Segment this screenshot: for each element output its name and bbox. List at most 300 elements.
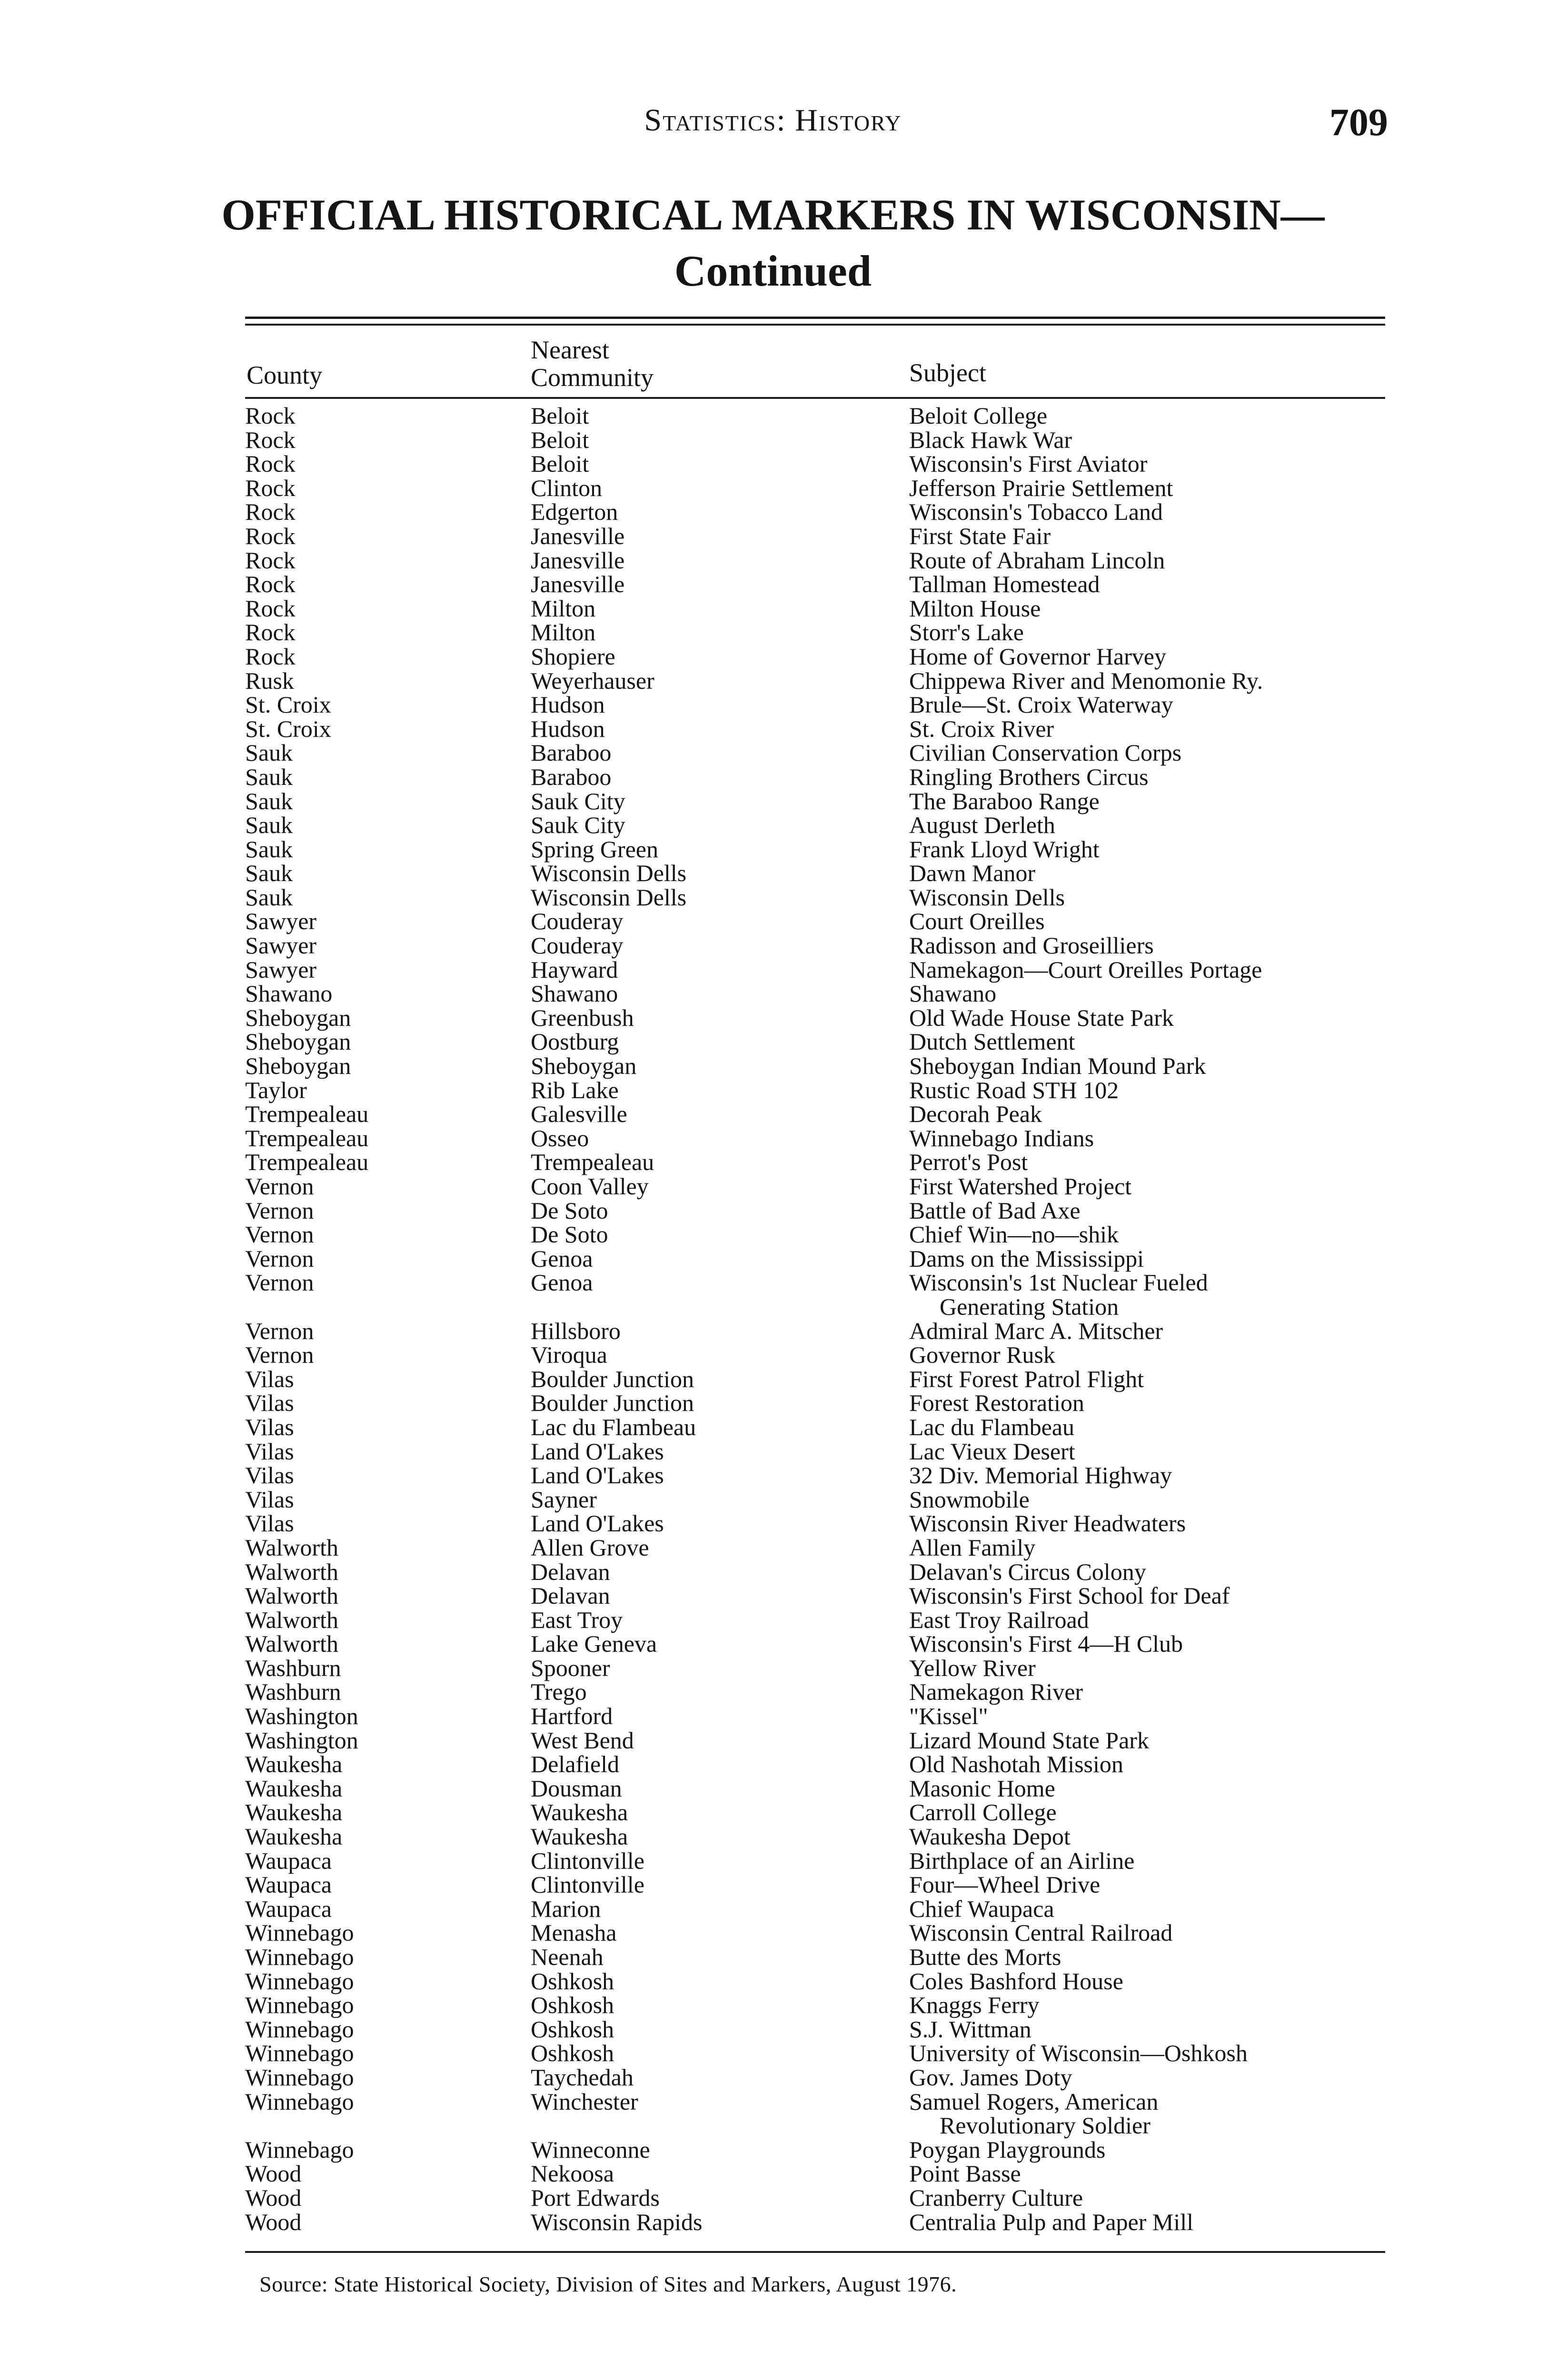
- county-cell: Winnebago: [245, 1992, 354, 2019]
- table-row: [245, 2210, 1385, 2234]
- county-cell: Rock: [245, 498, 296, 526]
- county-cell: Trempealeau: [245, 1101, 369, 1128]
- county-cell: Winnebago: [245, 1967, 354, 1994]
- county-cell: Washington: [245, 1726, 358, 1754]
- county-cell: Vilas: [245, 1438, 294, 1465]
- subject-cell: Lac Vieux Desert: [909, 1438, 1075, 1465]
- county-cell: Trempealeau: [245, 1149, 369, 1176]
- community-cell: Genoa: [531, 1245, 593, 1272]
- community-cell: Couderay: [531, 908, 624, 935]
- county-cell: Vilas: [245, 1486, 294, 1513]
- table-row: [245, 476, 1385, 500]
- table-row: [245, 1247, 1385, 1271]
- subject-cell: Chief Waupaca: [909, 1895, 1054, 1922]
- community-cell: Clinton: [531, 474, 603, 501]
- county-cell: Walworth: [245, 1606, 338, 1633]
- community-cell: East Troy: [531, 1606, 623, 1633]
- table-row: [245, 1102, 1385, 1126]
- county-cell: Waukesha: [245, 1751, 343, 1778]
- county-cell: Sawyer: [245, 956, 317, 983]
- community-cell: Waukesha: [531, 1799, 628, 1826]
- table-row: [245, 982, 1385, 1006]
- table-row: [245, 1150, 1385, 1174]
- table-row: [245, 933, 1385, 958]
- table-row: [245, 452, 1385, 476]
- subject-cell: Decorah Peak: [909, 1101, 1042, 1128]
- table-row: [245, 669, 1385, 693]
- community-cell: Couderay: [531, 932, 624, 959]
- community-cell: Oshkosh: [531, 1967, 614, 1994]
- table-row: [245, 2065, 1385, 2090]
- community-cell: Shopiere: [531, 643, 615, 670]
- table-row: [245, 1367, 1385, 1391]
- table-row: [245, 1632, 1385, 1656]
- table-row: [245, 1704, 1385, 1728]
- community-cell: De Soto: [531, 1221, 608, 1248]
- table-row: [245, 1415, 1385, 1439]
- community-cell: Hartford: [531, 1703, 613, 1730]
- community-cell: Trego: [531, 1678, 587, 1706]
- table-row: [245, 1343, 1385, 1367]
- table-row: [245, 958, 1385, 982]
- page-title: [0, 187, 1546, 299]
- table-row: [245, 1391, 1385, 1415]
- community-cell: Greenbush: [531, 1004, 634, 1031]
- county-cell: Washburn: [245, 1654, 341, 1681]
- community-cell: Viroqua: [531, 1341, 607, 1368]
- community-cell: Oshkosh: [531, 2015, 614, 2043]
- table-row: [245, 1463, 1385, 1488]
- county-cell: Vernon: [245, 1245, 314, 1272]
- community-cell: Oshkosh: [531, 1992, 614, 2019]
- county-cell: Rock: [245, 426, 296, 453]
- county-cell: Sheboygan: [245, 1004, 351, 1031]
- subject-cell: Dawn Manor: [909, 860, 1036, 887]
- community-cell: Delavan: [531, 1582, 610, 1609]
- markers-table: [245, 317, 1385, 2253]
- subject-cell: Chippewa River and Menomonie Ry.: [909, 667, 1263, 694]
- county-cell: Vernon: [245, 1341, 314, 1368]
- header-rule: [245, 397, 1385, 399]
- subject-cell: Forest Restoration: [909, 1389, 1085, 1417]
- county-cell: Winnebago: [245, 2088, 354, 2115]
- subject-cell: Beloit College: [909, 402, 1048, 429]
- county-cell: Winnebago: [245, 2040, 354, 2067]
- county-cell: Walworth: [245, 1558, 338, 1585]
- community-cell: Winneconne: [531, 2136, 650, 2163]
- table-row: [245, 741, 1385, 765]
- county-cell: Sauk: [245, 883, 293, 911]
- table-row: [245, 693, 1385, 717]
- subject-cell: August Derleth: [909, 812, 1055, 839]
- subject-cell: Wisconsin's First Aviator: [909, 450, 1148, 477]
- table-row: [245, 1921, 1385, 1945]
- county-cell: Taylor: [245, 1076, 307, 1103]
- community-cell: Wisconsin Dells: [531, 860, 687, 887]
- community-cell: Boulder Junction: [531, 1365, 694, 1392]
- county-cell: Vilas: [245, 1389, 294, 1417]
- county-cell: Walworth: [245, 1582, 338, 1609]
- county-cell: Sheboygan: [245, 1028, 351, 1055]
- table-row: [245, 1006, 1385, 1030]
- table-row: [245, 909, 1385, 933]
- subject-cell: University of Wisconsin—Oshkosh: [909, 2040, 1248, 2067]
- subject-cell: Namekagon—Court Oreilles Portage: [909, 956, 1262, 983]
- subject-cell: Waukesha Depot: [909, 1823, 1070, 1850]
- county-cell: Waukesha: [245, 1775, 343, 1802]
- subject-cell: Old Nashotah Mission: [909, 1751, 1123, 1778]
- column-header-community-line2: Community: [531, 363, 654, 392]
- table-bottom-rule: [245, 2251, 1385, 2253]
- community-cell: Spooner: [531, 1654, 610, 1681]
- subject-cell: Wisconsin Dells: [909, 883, 1065, 911]
- table-row: [245, 1054, 1385, 1078]
- subject-cell: Four—Wheel Drive: [909, 1871, 1100, 1898]
- county-cell: Sauk: [245, 812, 293, 839]
- subject-continuation: Revolutionary Soldier: [940, 2112, 1150, 2139]
- community-cell: Land O'Lakes: [531, 1438, 664, 1465]
- table-header: [245, 326, 1385, 397]
- community-cell: Beloit: [531, 402, 589, 429]
- subject-cell: Dams on the Mississippi: [909, 1245, 1144, 1272]
- title-line-1: OFFICIAL HISTORICAL MARKERS IN WISCONSIN—: [221, 190, 1325, 239]
- table-row: [245, 1800, 1385, 1825]
- community-cell: Allen Grove: [531, 1534, 649, 1561]
- subject-cell: First Watershed Project: [909, 1173, 1132, 1200]
- table-row: [245, 572, 1385, 596]
- community-cell: De Soto: [531, 1197, 608, 1224]
- subject-cell: Court Oreilles: [909, 908, 1045, 935]
- subject-text: Samuel Rogers, American: [909, 2088, 1159, 2115]
- county-cell: Sauk: [245, 739, 293, 766]
- subject-cell: Winnebago Indians: [909, 1124, 1094, 1151]
- subject-text: Wisconsin's 1st Nuclear Fueled: [909, 1269, 1208, 1296]
- county-cell: Sauk: [245, 860, 293, 887]
- county-cell: Vilas: [245, 1413, 294, 1440]
- subject-cell: 32 Div. Memorial Highway: [909, 1462, 1172, 1489]
- subject-cell: Milton House: [909, 595, 1041, 622]
- table-row: [245, 1270, 1385, 1319]
- subject-cell: Old Wade House State Park: [909, 1004, 1174, 1031]
- community-cell: Trempealeau: [531, 1149, 654, 1176]
- subject-cell: Battle of Bad Axe: [909, 1197, 1080, 1224]
- community-cell: Sayner: [531, 1486, 597, 1513]
- county-cell: Sauk: [245, 763, 293, 790]
- table-row: [245, 1752, 1385, 1776]
- community-cell: Hudson: [531, 691, 605, 718]
- county-cell: Winnebago: [245, 1919, 354, 1946]
- county-cell: Sheboygan: [245, 1052, 351, 1080]
- county-cell: Winnebago: [245, 2015, 354, 2043]
- county-cell: Winnebago: [245, 2136, 354, 2163]
- county-cell: Rock: [245, 643, 296, 670]
- table-row: [245, 765, 1385, 789]
- subject-cell: Wisconsin's First 4—H Club: [909, 1630, 1183, 1657]
- community-cell: Baraboo: [531, 739, 612, 766]
- table-row: [245, 717, 1385, 741]
- subject-cell: Perrot's Post: [909, 1149, 1028, 1176]
- community-cell: Weyerhauser: [531, 667, 654, 694]
- subject-cell: Carroll College: [909, 1799, 1057, 1826]
- subject-cell: St. Croix River: [909, 715, 1054, 742]
- table-row: [245, 1849, 1385, 1873]
- community-cell: Wisconsin Rapids: [531, 2208, 703, 2235]
- community-cell: Oshkosh: [531, 2040, 614, 2067]
- county-cell: Washburn: [245, 1678, 341, 1706]
- county-cell: Wood: [245, 2184, 302, 2211]
- table-row: [245, 596, 1385, 621]
- community-cell: Galesville: [531, 1101, 627, 1128]
- subject-cell: Rustic Road STH 102: [909, 1076, 1119, 1103]
- county-cell: Waupaca: [245, 1847, 332, 1874]
- table-row: [245, 837, 1385, 862]
- community-cell: Waukesha: [531, 1823, 628, 1850]
- table-row: [245, 1511, 1385, 1536]
- table-row: [245, 1536, 1385, 1560]
- table-row: [245, 500, 1385, 524]
- subject-cell: Lac du Flambeau: [909, 1413, 1075, 1440]
- community-cell: Rib Lake: [531, 1076, 619, 1103]
- county-cell: Vilas: [245, 1462, 294, 1489]
- community-cell: Hillsboro: [531, 1317, 621, 1344]
- column-header-subject: Subject: [909, 358, 986, 387]
- community-cell: Beloit: [531, 426, 589, 453]
- column-header-community-line1: Nearest: [531, 336, 609, 364]
- table-row: [245, 1873, 1385, 1897]
- subject-cell: Chief Win—no—shik: [909, 1221, 1119, 1248]
- subject-cell: Home of Governor Harvey: [909, 643, 1167, 670]
- county-cell: St. Croix: [245, 691, 331, 718]
- community-cell: Milton: [531, 595, 596, 622]
- subject-cell: Birthplace of an Airline: [909, 1847, 1135, 1874]
- subject-cell: Storr's Lake: [909, 619, 1024, 646]
- county-cell: Waupaca: [245, 1871, 332, 1898]
- county-cell: Vernon: [245, 1221, 314, 1248]
- community-cell: Oostburg: [531, 1028, 619, 1055]
- subject-cell: Lizard Mound State Park: [909, 1726, 1150, 1754]
- table-row: [245, 1222, 1385, 1247]
- county-cell: Rock: [245, 595, 296, 622]
- subject-cell: Snowmobile: [909, 1486, 1030, 1513]
- subject-cell: Wisconsin's Tobacco Land: [909, 498, 1163, 526]
- community-cell: Winchester: [531, 2088, 638, 2115]
- county-cell: St. Croix: [245, 715, 331, 742]
- subject-cell: Wisconsin Central Railroad: [909, 1919, 1173, 1946]
- county-cell: Rock: [245, 522, 296, 549]
- table-row: [245, 2162, 1385, 2186]
- community-cell: Lac du Flambeau: [531, 1413, 696, 1440]
- community-cell: Sheboygan: [531, 1052, 637, 1080]
- county-cell: Winnebago: [245, 1944, 354, 1970]
- table-row: [245, 1680, 1385, 1704]
- county-cell: Washington: [245, 1703, 358, 1730]
- subject-cell: Delavan's Circus Colony: [909, 1558, 1146, 1585]
- table-row: [245, 1126, 1385, 1150]
- community-cell: Spring Green: [531, 835, 658, 863]
- table-row: [245, 2186, 1385, 2210]
- community-cell: Lake Geneva: [531, 1630, 657, 1657]
- community-cell: Janesville: [531, 546, 625, 574]
- county-cell: Vernon: [245, 1317, 314, 1344]
- community-cell: Land O'Lakes: [531, 1462, 664, 1489]
- county-cell: Rock: [245, 546, 296, 574]
- table-row: [245, 428, 1385, 452]
- subject-cell: The Baraboo Range: [909, 787, 1100, 814]
- subject-cell: Frank Lloyd Wright: [909, 835, 1100, 863]
- community-cell: Wisconsin Dells: [531, 883, 687, 911]
- community-cell: Delavan: [531, 1558, 610, 1585]
- community-cell: Taychedah: [531, 2063, 634, 2091]
- table-row: [245, 1728, 1385, 1753]
- community-cell: Clintonville: [531, 1871, 644, 1898]
- subject-cell: Route of Abraham Lincoln: [909, 546, 1165, 574]
- community-cell: Edgerton: [531, 498, 618, 526]
- community-cell: Menasha: [531, 1919, 617, 1946]
- subject-cell: [909, 2090, 1385, 2138]
- community-cell: Port Edwards: [531, 2184, 660, 2211]
- community-cell: Hudson: [531, 715, 605, 742]
- community-cell: Beloit: [531, 450, 589, 477]
- subject-continuation: Generating Station: [940, 1293, 1119, 1320]
- table-row: [245, 1608, 1385, 1632]
- county-cell: Sauk: [245, 787, 293, 814]
- subject-cell: Yellow River: [909, 1654, 1036, 1681]
- subject-cell: Ringling Brothers Circus: [909, 763, 1149, 790]
- county-cell: Trempealeau: [245, 1124, 369, 1151]
- county-cell: Wood: [245, 2160, 302, 2187]
- subject-cell: Poygan Playgrounds: [909, 2136, 1106, 2163]
- table-row: [245, 645, 1385, 669]
- table-row: [245, 2138, 1385, 2162]
- county-cell: Walworth: [245, 1534, 338, 1561]
- subject-cell: Butte des Morts: [909, 1944, 1061, 1970]
- subject-cell: East Troy Railroad: [909, 1606, 1089, 1633]
- table-row: [245, 548, 1385, 573]
- subject-cell: Allen Family: [909, 1534, 1036, 1561]
- subject-cell: Dutch Settlement: [909, 1028, 1075, 1055]
- subject-cell: [909, 1270, 1385, 1319]
- table-row: [245, 1897, 1385, 1921]
- community-cell: Genoa: [531, 1269, 593, 1296]
- table-row: [245, 789, 1385, 813]
- subject-cell: Coles Bashford House: [909, 1967, 1123, 1994]
- county-cell: Vernon: [245, 1269, 314, 1296]
- page-header: [0, 100, 1546, 157]
- subject-cell: Radisson and Groseilliers: [909, 932, 1154, 959]
- table-row: [245, 1319, 1385, 1343]
- table-row: [245, 1969, 1385, 1993]
- table-row: [245, 404, 1385, 428]
- county-cell: Rock: [245, 571, 296, 598]
- subject-cell: Shawano: [909, 980, 997, 1007]
- community-cell: Sauk City: [531, 812, 625, 839]
- table-row: [245, 1993, 1385, 2017]
- table-row: [245, 1560, 1385, 1584]
- community-cell: Neenah: [531, 1944, 604, 1970]
- county-cell: Vernon: [245, 1173, 314, 1200]
- table-top-rule: [245, 317, 1385, 326]
- county-cell: Shawano: [245, 980, 333, 1007]
- county-cell: Rock: [245, 402, 296, 429]
- subject-cell: Point Basse: [909, 2160, 1021, 2187]
- county-cell: Winnebago: [245, 2063, 354, 2091]
- community-cell: Boulder Junction: [531, 1389, 694, 1417]
- table-row: [245, 1776, 1385, 1801]
- community-cell: Delafield: [531, 1751, 620, 1778]
- county-cell: Rusk: [245, 667, 294, 694]
- county-cell: Wood: [245, 2208, 302, 2235]
- table-row: [245, 813, 1385, 837]
- community-cell: Janesville: [531, 571, 625, 598]
- county-cell: Waupaca: [245, 1895, 332, 1922]
- subject-cell: First Forest Patrol Flight: [909, 1365, 1144, 1392]
- subject-cell: Centralia Pulp and Paper Mill: [909, 2208, 1194, 2235]
- source-note: Source: State Historical Society, Division of Sites and Markers, August 1976.: [259, 2272, 957, 2296]
- title-line-2: Continued: [674, 247, 872, 295]
- county-cell: Rock: [245, 474, 296, 501]
- subject-cell: "Kissel": [909, 1703, 988, 1730]
- column-header-county: County: [247, 361, 323, 389]
- table-row: [245, 1439, 1385, 1464]
- county-cell: Vernon: [245, 1197, 314, 1224]
- table-row: [245, 1199, 1385, 1223]
- subject-cell: Admiral Marc A. Mitscher: [909, 1317, 1163, 1344]
- community-cell: Clintonville: [531, 1847, 644, 1874]
- subject-cell: Namekagon River: [909, 1678, 1083, 1706]
- table-row: [245, 1584, 1385, 1608]
- community-cell: Baraboo: [531, 763, 612, 790]
- table-row: [245, 524, 1385, 548]
- table-row: [245, 2090, 1385, 2138]
- table-body: [245, 404, 1385, 2234]
- county-cell: Rock: [245, 619, 296, 646]
- county-cell: Sawyer: [245, 932, 317, 959]
- table-row: [245, 885, 1385, 910]
- community-cell: Nekoosa: [531, 2160, 614, 2187]
- county-cell: Walworth: [245, 1630, 338, 1657]
- county-cell: Sawyer: [245, 908, 317, 935]
- community-cell: Sauk City: [531, 787, 625, 814]
- subject-cell: Governor Rusk: [909, 1341, 1055, 1368]
- community-cell: Milton: [531, 619, 596, 646]
- subject-cell: Masonic Home: [909, 1775, 1055, 1802]
- subject-cell: Wisconsin River Headwaters: [909, 1510, 1186, 1537]
- community-cell: Osseo: [531, 1124, 589, 1151]
- subject-cell: Wisconsin's First School for Deaf: [909, 1582, 1230, 1609]
- table-row: [245, 2041, 1385, 2065]
- table-row: [245, 1174, 1385, 1199]
- subject-cell: Cranberry Culture: [909, 2184, 1083, 2211]
- county-cell: Sauk: [245, 835, 293, 863]
- subject-cell: S.J. Wittman: [909, 2015, 1031, 2043]
- community-cell: Marion: [531, 1895, 601, 1922]
- county-cell: Waukesha: [245, 1823, 343, 1850]
- subject-cell: Sheboygan Indian Mound Park: [909, 1052, 1206, 1080]
- county-cell: Waukesha: [245, 1799, 343, 1826]
- community-cell: Land O'Lakes: [531, 1510, 664, 1537]
- table-row: [245, 620, 1385, 645]
- community-cell: Hayward: [531, 956, 618, 983]
- subject-cell: Civilian Conservation Corps: [909, 739, 1182, 766]
- county-cell: Vilas: [245, 1365, 294, 1392]
- running-head: Statistics: History: [644, 103, 902, 138]
- table-row: [245, 1945, 1385, 1969]
- subject-cell: First State Fair: [909, 522, 1051, 549]
- page-number: 709: [1329, 100, 1388, 144]
- county-cell: Rock: [245, 450, 296, 477]
- community-cell: Coon Valley: [531, 1173, 649, 1200]
- table-row: [245, 861, 1385, 885]
